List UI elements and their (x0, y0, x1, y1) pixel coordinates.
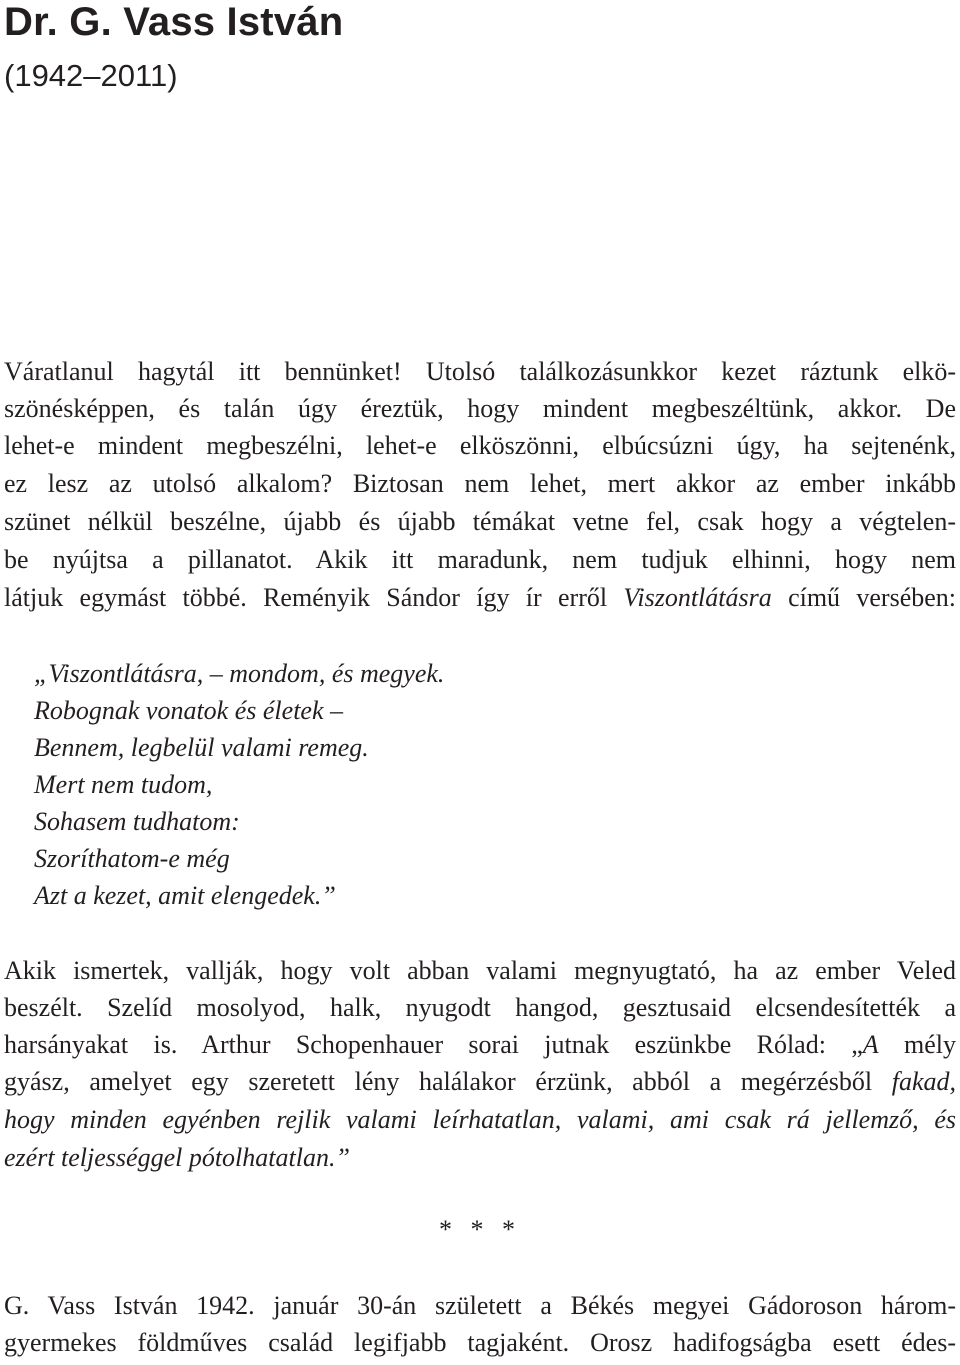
paragraph-1-line-6: be nyújtsa a pillanatot. Akik itt maradunk, nem tudjuk elhinni, hogy nem (4, 545, 956, 574)
poem-line-2: Robognak vonatok és életek – (34, 696, 343, 725)
quote-start-word: A (862, 1030, 879, 1059)
paragraph-2-line-4-italic: fakad, (891, 1067, 956, 1096)
paragraph-1-line-3: lehet-e mindent megbeszélni, lehet-e elköszönni, elbúcsúzni úgy, ha sejtenénk, (4, 431, 956, 460)
paragraph-2-line-1: Akik ismertek, vallják, hogy volt abban valami megnyugtató, ha az ember Veled (4, 956, 956, 985)
paragraph-1-line-7-text-a: látjuk egymást többé. Reményik Sándor így ír erről (4, 583, 624, 612)
paragraph-1-line-4: ez lesz az utolsó alkalom? Biztosan nem lehet, mert akkor az ember inkább (4, 469, 956, 498)
paragraph-2-line-4 (4, 1064, 956, 1100)
paragraph-3-line-1: G. Vass István 1942. január 30-án született a Békés megyei Gádoroson három- (4, 1291, 956, 1320)
poem-line-6: Szoríthatom-e még (34, 844, 230, 873)
paragraph-1-line-2: szönésképpen, és talán úgy éreztük, hogy mindent megbeszéltünk, akkor. De (4, 394, 956, 423)
paragraph-2-line-2: beszélt. Szelíd mosolyod, halk, nyugodt hangod, gesztusaid elcsendesítették a (4, 993, 956, 1022)
poem-line-5: Sohasem tudhatom: (34, 807, 240, 836)
paragraph-2-line-5: hogy minden egyénben rejlik valami leírhatatlan, valami, ami csak rá jellemző, és (4, 1105, 956, 1134)
poem-line-4: Mert nem tudom, (34, 770, 213, 799)
paragraph-2-line-3-text-a: harsányakat is. Arthur Schopenhauer sorai jutnak eszünkbe Rólad: „ (4, 1030, 863, 1059)
life-dates: (1942–2011) (4, 58, 178, 93)
poem-line-7: Azt a kezet, amit elengedek.” (34, 881, 336, 910)
page-title: Dr. G. Vass István (4, 0, 344, 44)
paragraph-1-line-1: Váratlanul hagytál itt bennünket! Utolsó találkozásunkkor kezet ráztunk elkö- (4, 357, 956, 386)
section-separator: * * * (439, 1215, 521, 1244)
paragraph-2-line-4-text-a: gyász, amelyet egy szeretett lény halálakor érzünk, abból a megérzésből (4, 1067, 892, 1096)
paragraph-2-line-3-text-c: mély (878, 1030, 956, 1059)
paragraph-1-line-7 (4, 580, 956, 616)
paragraph-1-line-5: szünet nélkül beszélne, újabb és újabb témákat vetne fel, csak hogy a végtelen- (4, 507, 956, 536)
paragraph-2-line-6: ezért teljességgel pótolhatatlan.” (4, 1143, 350, 1172)
poem-line-1: „Viszontlátásra, – mondom, és megyek. (34, 659, 445, 688)
paragraph-1-line-7-text-b: című versében: (771, 583, 957, 612)
paragraph-3-line-2: gyermekes földműves család legifjabb tagjaként. Orosz hadifogságba esett édes- (4, 1328, 956, 1357)
poem-line-3: Bennem, legbelül valami remeg. (34, 733, 369, 762)
poem-title: Viszontlátásra (623, 583, 772, 612)
paragraph-2-line-3 (4, 1027, 956, 1063)
